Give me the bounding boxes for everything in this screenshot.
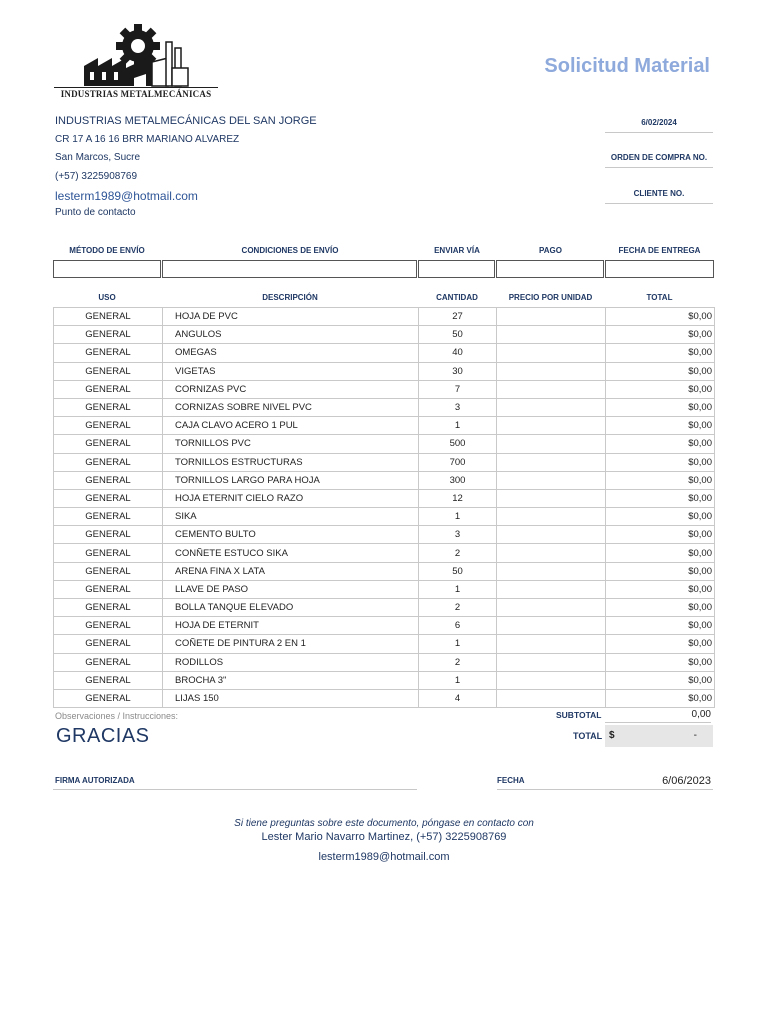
cell-price[interactable] bbox=[497, 453, 606, 471]
cell-uso[interactable]: GENERAL bbox=[54, 689, 163, 707]
cell-qty[interactable]: 700 bbox=[419, 453, 497, 471]
cell-total[interactable]: $0,00 bbox=[606, 308, 715, 326]
cell-price[interactable] bbox=[497, 435, 606, 453]
cell-qty[interactable]: 1 bbox=[419, 417, 497, 435]
footer-contact-name: Lester Mario Navarro Martinez, (+57) 3225908769 bbox=[261, 831, 507, 843]
ship-via-header: ENVIAR VÍA bbox=[434, 246, 480, 255]
cell-uso[interactable]: GENERAL bbox=[54, 489, 163, 507]
cell-total[interactable]: $0,00 bbox=[606, 326, 715, 344]
footer-email[interactable]: lesterm1989@hotmail.com bbox=[318, 851, 450, 863]
cell-uso[interactable]: GENERAL bbox=[54, 508, 163, 526]
cell-total[interactable]: $0,00 bbox=[606, 417, 715, 435]
table-row bbox=[54, 635, 715, 653]
subtotal-label: SUBTOTAL bbox=[556, 710, 602, 720]
table-row bbox=[54, 362, 715, 380]
shipping-method-header: MÉTODO DE ENVÍO bbox=[69, 246, 145, 255]
cell-total[interactable]: $0,00 bbox=[606, 671, 715, 689]
cell-qty[interactable]: 1 bbox=[419, 580, 497, 598]
table-row bbox=[54, 435, 715, 453]
table-row bbox=[54, 599, 715, 617]
table-row bbox=[54, 453, 715, 471]
cell-qty[interactable]: 3 bbox=[419, 398, 497, 416]
cell-qty[interactable]: 40 bbox=[419, 344, 497, 362]
cell-desc[interactable]: BOLLA TANQUE ELEVADO bbox=[163, 599, 419, 617]
cell-uso[interactable]: GENERAL bbox=[54, 635, 163, 653]
cell-qty[interactable]: 50 bbox=[419, 562, 497, 580]
cell-uso[interactable]: GENERAL bbox=[54, 471, 163, 489]
table-row bbox=[54, 617, 715, 635]
cell-desc[interactable]: RODILLOS bbox=[163, 653, 419, 671]
cell-qty[interactable]: 1 bbox=[419, 671, 497, 689]
table-row bbox=[54, 308, 715, 326]
cell-total[interactable]: $0,00 bbox=[606, 526, 715, 544]
cell-qty[interactable]: 2 bbox=[419, 544, 497, 562]
cell-desc[interactable]: OMEGAS bbox=[163, 344, 419, 362]
cell-total[interactable]: $0,00 bbox=[606, 653, 715, 671]
cell-desc[interactable]: HOJA DE ETERNIT bbox=[163, 617, 419, 635]
cell-uso[interactable]: GENERAL bbox=[54, 526, 163, 544]
purchase-order-label: ORDEN DE COMPRA NO. bbox=[605, 153, 713, 168]
description-column-header: DESCRIPCIÓN bbox=[262, 293, 318, 302]
observations-label: Observaciones / Instrucciones: bbox=[55, 711, 179, 721]
signature-date-line bbox=[497, 789, 713, 790]
cell-uso[interactable]: GENERAL bbox=[54, 326, 163, 344]
cell-qty[interactable]: 2 bbox=[419, 599, 497, 617]
cell-price[interactable] bbox=[497, 362, 606, 380]
cell-total[interactable]: $0,00 bbox=[606, 617, 715, 635]
cell-qty[interactable]: 1 bbox=[419, 635, 497, 653]
table-row bbox=[54, 526, 715, 544]
total-label: TOTAL bbox=[573, 731, 603, 741]
cell-total[interactable]: $0,00 bbox=[606, 508, 715, 526]
shipping-method-cell[interactable] bbox=[53, 260, 161, 278]
cell-desc[interactable]: BROCHA 3" bbox=[163, 671, 419, 689]
cell-desc[interactable]: ANGULOS bbox=[163, 326, 419, 344]
cell-qty[interactable]: 4 bbox=[419, 689, 497, 707]
shipping-conditions-cell[interactable] bbox=[162, 260, 417, 278]
cell-desc[interactable]: HOJA ETERNIT CIELO RAZO bbox=[163, 489, 419, 507]
cell-price[interactable] bbox=[497, 635, 606, 653]
shipping-row bbox=[53, 260, 714, 278]
items-table bbox=[53, 307, 715, 708]
cell-price[interactable] bbox=[497, 417, 606, 435]
cell-price[interactable] bbox=[497, 599, 606, 617]
cell-price[interactable] bbox=[497, 689, 606, 707]
signature-date-value: 6/06/2023 bbox=[662, 775, 711, 787]
cell-qty[interactable]: 500 bbox=[419, 435, 497, 453]
cell-uso[interactable]: GENERAL bbox=[54, 599, 163, 617]
payment-header: PAGO bbox=[539, 246, 562, 255]
cell-price[interactable] bbox=[497, 544, 606, 562]
cell-qty[interactable]: 12 bbox=[419, 489, 497, 507]
cell-desc[interactable]: CEMENTO BULTO bbox=[163, 526, 419, 544]
company-name: INDUSTRIAS METALMECÁNICAS DEL SAN JORGE bbox=[55, 115, 317, 127]
cell-total[interactable]: $0,00 bbox=[606, 435, 715, 453]
table-row bbox=[54, 417, 715, 435]
cell-qty[interactable]: 27 bbox=[419, 308, 497, 326]
cell-desc[interactable]: CONÑETE ESTUCO SIKA bbox=[163, 544, 419, 562]
observations-note[interactable]: GRACIAS bbox=[56, 725, 150, 747]
cell-qty[interactable]: 1 bbox=[419, 508, 497, 526]
total-column-header: TOTAL bbox=[646, 293, 673, 302]
ship-via-cell[interactable] bbox=[418, 260, 495, 278]
company-phone: (+57) 3225908769 bbox=[55, 171, 138, 182]
cell-qty[interactable]: 3 bbox=[419, 526, 497, 544]
quantity-column-header: CANTIDAD bbox=[436, 293, 478, 302]
cell-total[interactable]: $0,00 bbox=[606, 599, 715, 617]
cell-uso[interactable]: GENERAL bbox=[54, 308, 163, 326]
cell-total[interactable]: $0,00 bbox=[606, 580, 715, 598]
cell-total[interactable]: $0,00 bbox=[606, 380, 715, 398]
cell-uso[interactable]: GENERAL bbox=[54, 417, 163, 435]
cell-qty[interactable]: 30 bbox=[419, 362, 497, 380]
cell-qty[interactable]: 2 bbox=[419, 653, 497, 671]
cell-desc[interactable]: CORNIZAS SOBRE NIVEL PVC bbox=[163, 398, 419, 416]
cell-price[interactable] bbox=[497, 398, 606, 416]
document-date: 6/02/2024 bbox=[605, 118, 713, 133]
cell-total[interactable]: $0,00 bbox=[606, 562, 715, 580]
total-value: - bbox=[693, 730, 697, 741]
cell-qty[interactable]: 50 bbox=[419, 326, 497, 344]
table-row bbox=[54, 398, 715, 416]
cell-uso[interactable]: GENERAL bbox=[54, 580, 163, 598]
signature-date-label: FECHA bbox=[497, 776, 525, 785]
total-box bbox=[605, 725, 713, 747]
cell-desc[interactable]: ARENA FINA X LATA bbox=[163, 562, 419, 580]
cell-price[interactable] bbox=[497, 671, 606, 689]
cell-uso[interactable]: GENERAL bbox=[54, 435, 163, 453]
shipping-conditions-header: CONDICIONES DE ENVÍO bbox=[241, 246, 339, 255]
cell-total[interactable]: $0,00 bbox=[606, 489, 715, 507]
cell-desc[interactable]: TORNILLOS LARGO PARA HOJA bbox=[163, 471, 419, 489]
cell-total[interactable]: $0,00 bbox=[606, 453, 715, 471]
cell-price[interactable] bbox=[497, 344, 606, 362]
cell-uso[interactable]: GENERAL bbox=[54, 380, 163, 398]
cell-uso[interactable]: GENERAL bbox=[54, 617, 163, 635]
cell-total[interactable]: $0,00 bbox=[606, 635, 715, 653]
cell-uso[interactable]: GENERAL bbox=[54, 362, 163, 380]
cell-price[interactable] bbox=[497, 580, 606, 598]
cell-desc[interactable]: LIJAS 150 bbox=[163, 689, 419, 707]
table-row bbox=[54, 689, 715, 707]
cell-uso[interactable]: GENERAL bbox=[54, 344, 163, 362]
table-row bbox=[54, 544, 715, 562]
cell-uso[interactable]: GENERAL bbox=[54, 653, 163, 671]
cell-qty[interactable]: 6 bbox=[419, 617, 497, 635]
client-number-label: CLIENTE NO. bbox=[605, 189, 713, 204]
cell-uso[interactable]: GENERAL bbox=[54, 544, 163, 562]
cell-desc[interactable]: TORNILLOS PVC bbox=[163, 435, 419, 453]
table-row bbox=[54, 508, 715, 526]
cell-desc[interactable]: TORNILLOS ESTRUCTURAS bbox=[163, 453, 419, 471]
cell-qty[interactable]: 7 bbox=[419, 380, 497, 398]
cell-price[interactable] bbox=[497, 326, 606, 344]
cell-price[interactable] bbox=[497, 526, 606, 544]
table-row bbox=[54, 580, 715, 598]
cell-total[interactable]: $0,00 bbox=[606, 544, 715, 562]
cell-desc[interactable]: VIGETAS bbox=[163, 362, 419, 380]
cell-price[interactable] bbox=[497, 508, 606, 526]
cell-uso[interactable]: GENERAL bbox=[54, 671, 163, 689]
logo-caption: INDUSTRIAS METALMECÁNICAS bbox=[54, 87, 218, 99]
footer-note: Si tiene preguntas sobre este documento, póngase en contacto con bbox=[234, 818, 534, 829]
cell-uso[interactable]: GENERAL bbox=[54, 562, 163, 580]
table-row bbox=[54, 562, 715, 580]
payment-cell[interactable] bbox=[496, 260, 604, 278]
table-row bbox=[54, 471, 715, 489]
table-row bbox=[54, 489, 715, 507]
cell-price[interactable] bbox=[497, 380, 606, 398]
cell-desc[interactable]: COÑETE DE PINTURA 2 EN 1 bbox=[163, 635, 419, 653]
company-email[interactable]: lesterm1989@hotmail.com bbox=[55, 189, 198, 203]
cell-total[interactable]: $0,00 bbox=[606, 689, 715, 707]
cell-price[interactable] bbox=[497, 617, 606, 635]
table-row bbox=[54, 671, 715, 689]
table-row bbox=[54, 326, 715, 344]
uso-column-header: USO bbox=[98, 293, 116, 302]
company-city: San Marcos, Sucre bbox=[55, 152, 141, 163]
cell-total[interactable]: $0,00 bbox=[606, 398, 715, 416]
subtotal-value: 0,00 bbox=[605, 709, 711, 723]
authorized-signature-label: FIRMA AUTORIZADA bbox=[55, 776, 135, 785]
table-row bbox=[54, 380, 715, 398]
cell-price[interactable] bbox=[497, 562, 606, 580]
cell-total[interactable]: $0,00 bbox=[606, 471, 715, 489]
cell-price[interactable] bbox=[497, 471, 606, 489]
table-row bbox=[54, 344, 715, 362]
cell-uso[interactable]: GENERAL bbox=[54, 398, 163, 416]
cell-price[interactable] bbox=[497, 653, 606, 671]
delivery-date-header: FECHA DE ENTREGA bbox=[618, 246, 701, 255]
cell-qty[interactable]: 300 bbox=[419, 471, 497, 489]
delivery-date-cell[interactable] bbox=[605, 260, 714, 278]
document-title: Solicitud Material bbox=[544, 55, 710, 77]
contact-label: Punto de contacto bbox=[55, 207, 136, 218]
cell-uso[interactable]: GENERAL bbox=[54, 453, 163, 471]
cell-total[interactable]: $0,00 bbox=[606, 362, 715, 380]
cell-price[interactable] bbox=[497, 308, 606, 326]
cell-total[interactable]: $0,00 bbox=[606, 344, 715, 362]
signature-line[interactable] bbox=[53, 789, 417, 790]
company-address: CR 17 A 16 16 BRR MARIANO ALVAREZ bbox=[55, 134, 240, 145]
unit-price-column-header: PRECIO POR UNIDAD bbox=[508, 293, 593, 302]
cell-price[interactable] bbox=[497, 489, 606, 507]
cell-desc[interactable]: CORNIZAS PVC bbox=[163, 380, 419, 398]
cell-desc[interactable]: SIKA bbox=[163, 508, 419, 526]
table-row bbox=[54, 653, 715, 671]
total-currency: $ bbox=[609, 730, 615, 741]
cell-desc[interactable]: HOJA DE PVC bbox=[163, 308, 419, 326]
cell-desc[interactable]: LLAVE DE PASO bbox=[163, 580, 419, 598]
cell-desc[interactable]: CAJA CLAVO ACERO 1 PUL bbox=[163, 417, 419, 435]
